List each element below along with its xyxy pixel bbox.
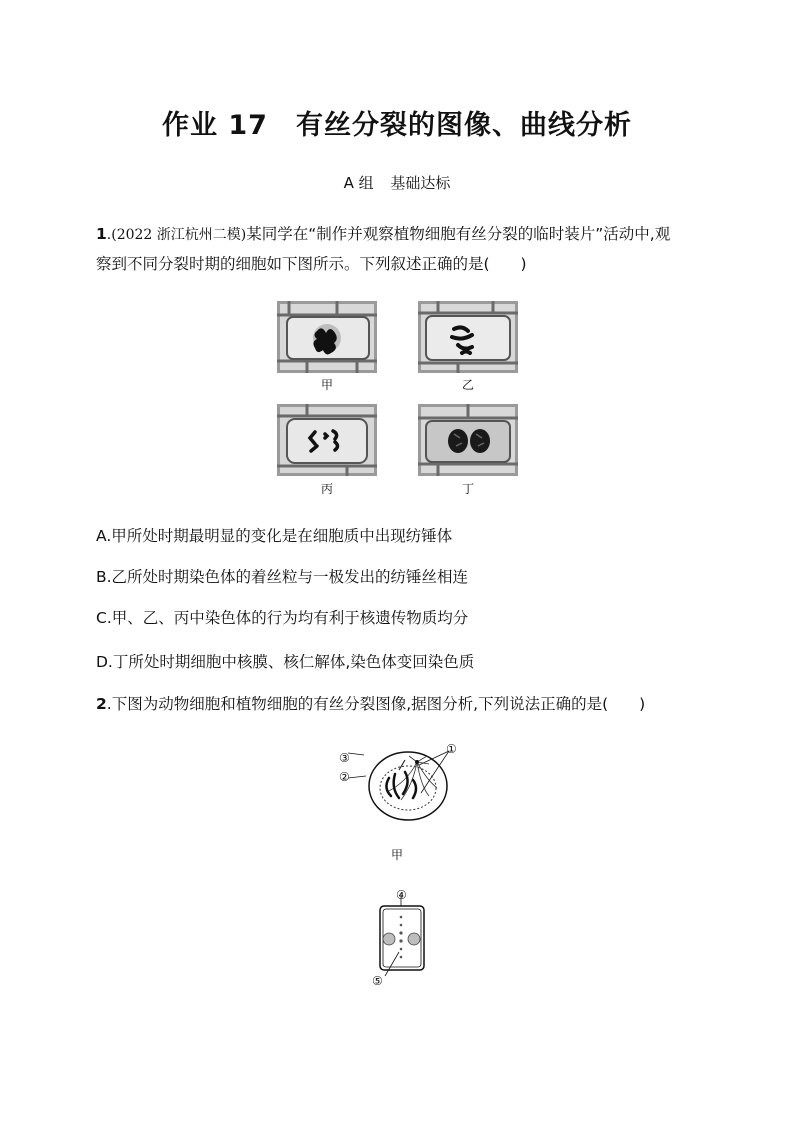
- question-1-stem-1: 某同学在“制作并观察植物细胞有丝分裂的临时装片”活动中,观: [246, 225, 671, 243]
- question-1-stem-2: 察到不同分裂时期的细胞如下图所示。下列叙述正确的是( ): [96, 255, 527, 273]
- mark-5: ⑤: [372, 974, 383, 988]
- option-c: C.甲、乙、丙中染色体的行为均有利于核遗传物质均分: [96, 609, 469, 627]
- option-b: B.乙所处时期染色体的着丝粒与一极发出的纺锤丝相连: [96, 568, 469, 586]
- question-1-line-1: [96, 220, 716, 250]
- mark-3: ③: [339, 751, 350, 765]
- group-heading: [0, 172, 794, 193]
- micrograph-ding-label: 丁: [461, 482, 474, 496]
- option-a: A.甲所处时期最明显的变化是在细胞质中出现纺锤体: [96, 527, 453, 545]
- micrograph-jia: [277, 301, 377, 373]
- mark-4: ④: [396, 888, 407, 902]
- question-1-number: 1: [96, 225, 107, 243]
- figure-jia-label: 甲: [391, 848, 404, 862]
- question-1: [96, 220, 716, 279]
- micrograph-bing-label: 丙: [320, 482, 333, 496]
- mark-1: ①: [446, 742, 457, 756]
- micrograph-ding: [418, 404, 518, 476]
- mark-2: ②: [339, 770, 350, 784]
- micrograph-jia-label: 甲: [320, 378, 333, 392]
- micrograph-yi: [418, 301, 518, 373]
- question-1-source: .(2022 浙江杭州二模): [106, 227, 247, 243]
- micrograph-yi-label: 乙: [461, 378, 474, 392]
- group-name: A 组: [343, 174, 374, 192]
- question-2-stem: .下图为动物细胞和植物细胞的有丝分裂图像,据图分析,下列说法正确的是( ): [106, 695, 646, 713]
- page-title: 作业 17 有丝分裂的图像、曲线分析: [162, 110, 632, 141]
- group-subtitle: 基础达标: [390, 174, 451, 192]
- micrograph-bing: [277, 404, 377, 476]
- question-2-number: 2: [96, 695, 107, 713]
- option-d: D.丁所处时期细胞中核膜、核仁解体,染色体变回染色质: [96, 653, 475, 671]
- question-2: [96, 690, 736, 719]
